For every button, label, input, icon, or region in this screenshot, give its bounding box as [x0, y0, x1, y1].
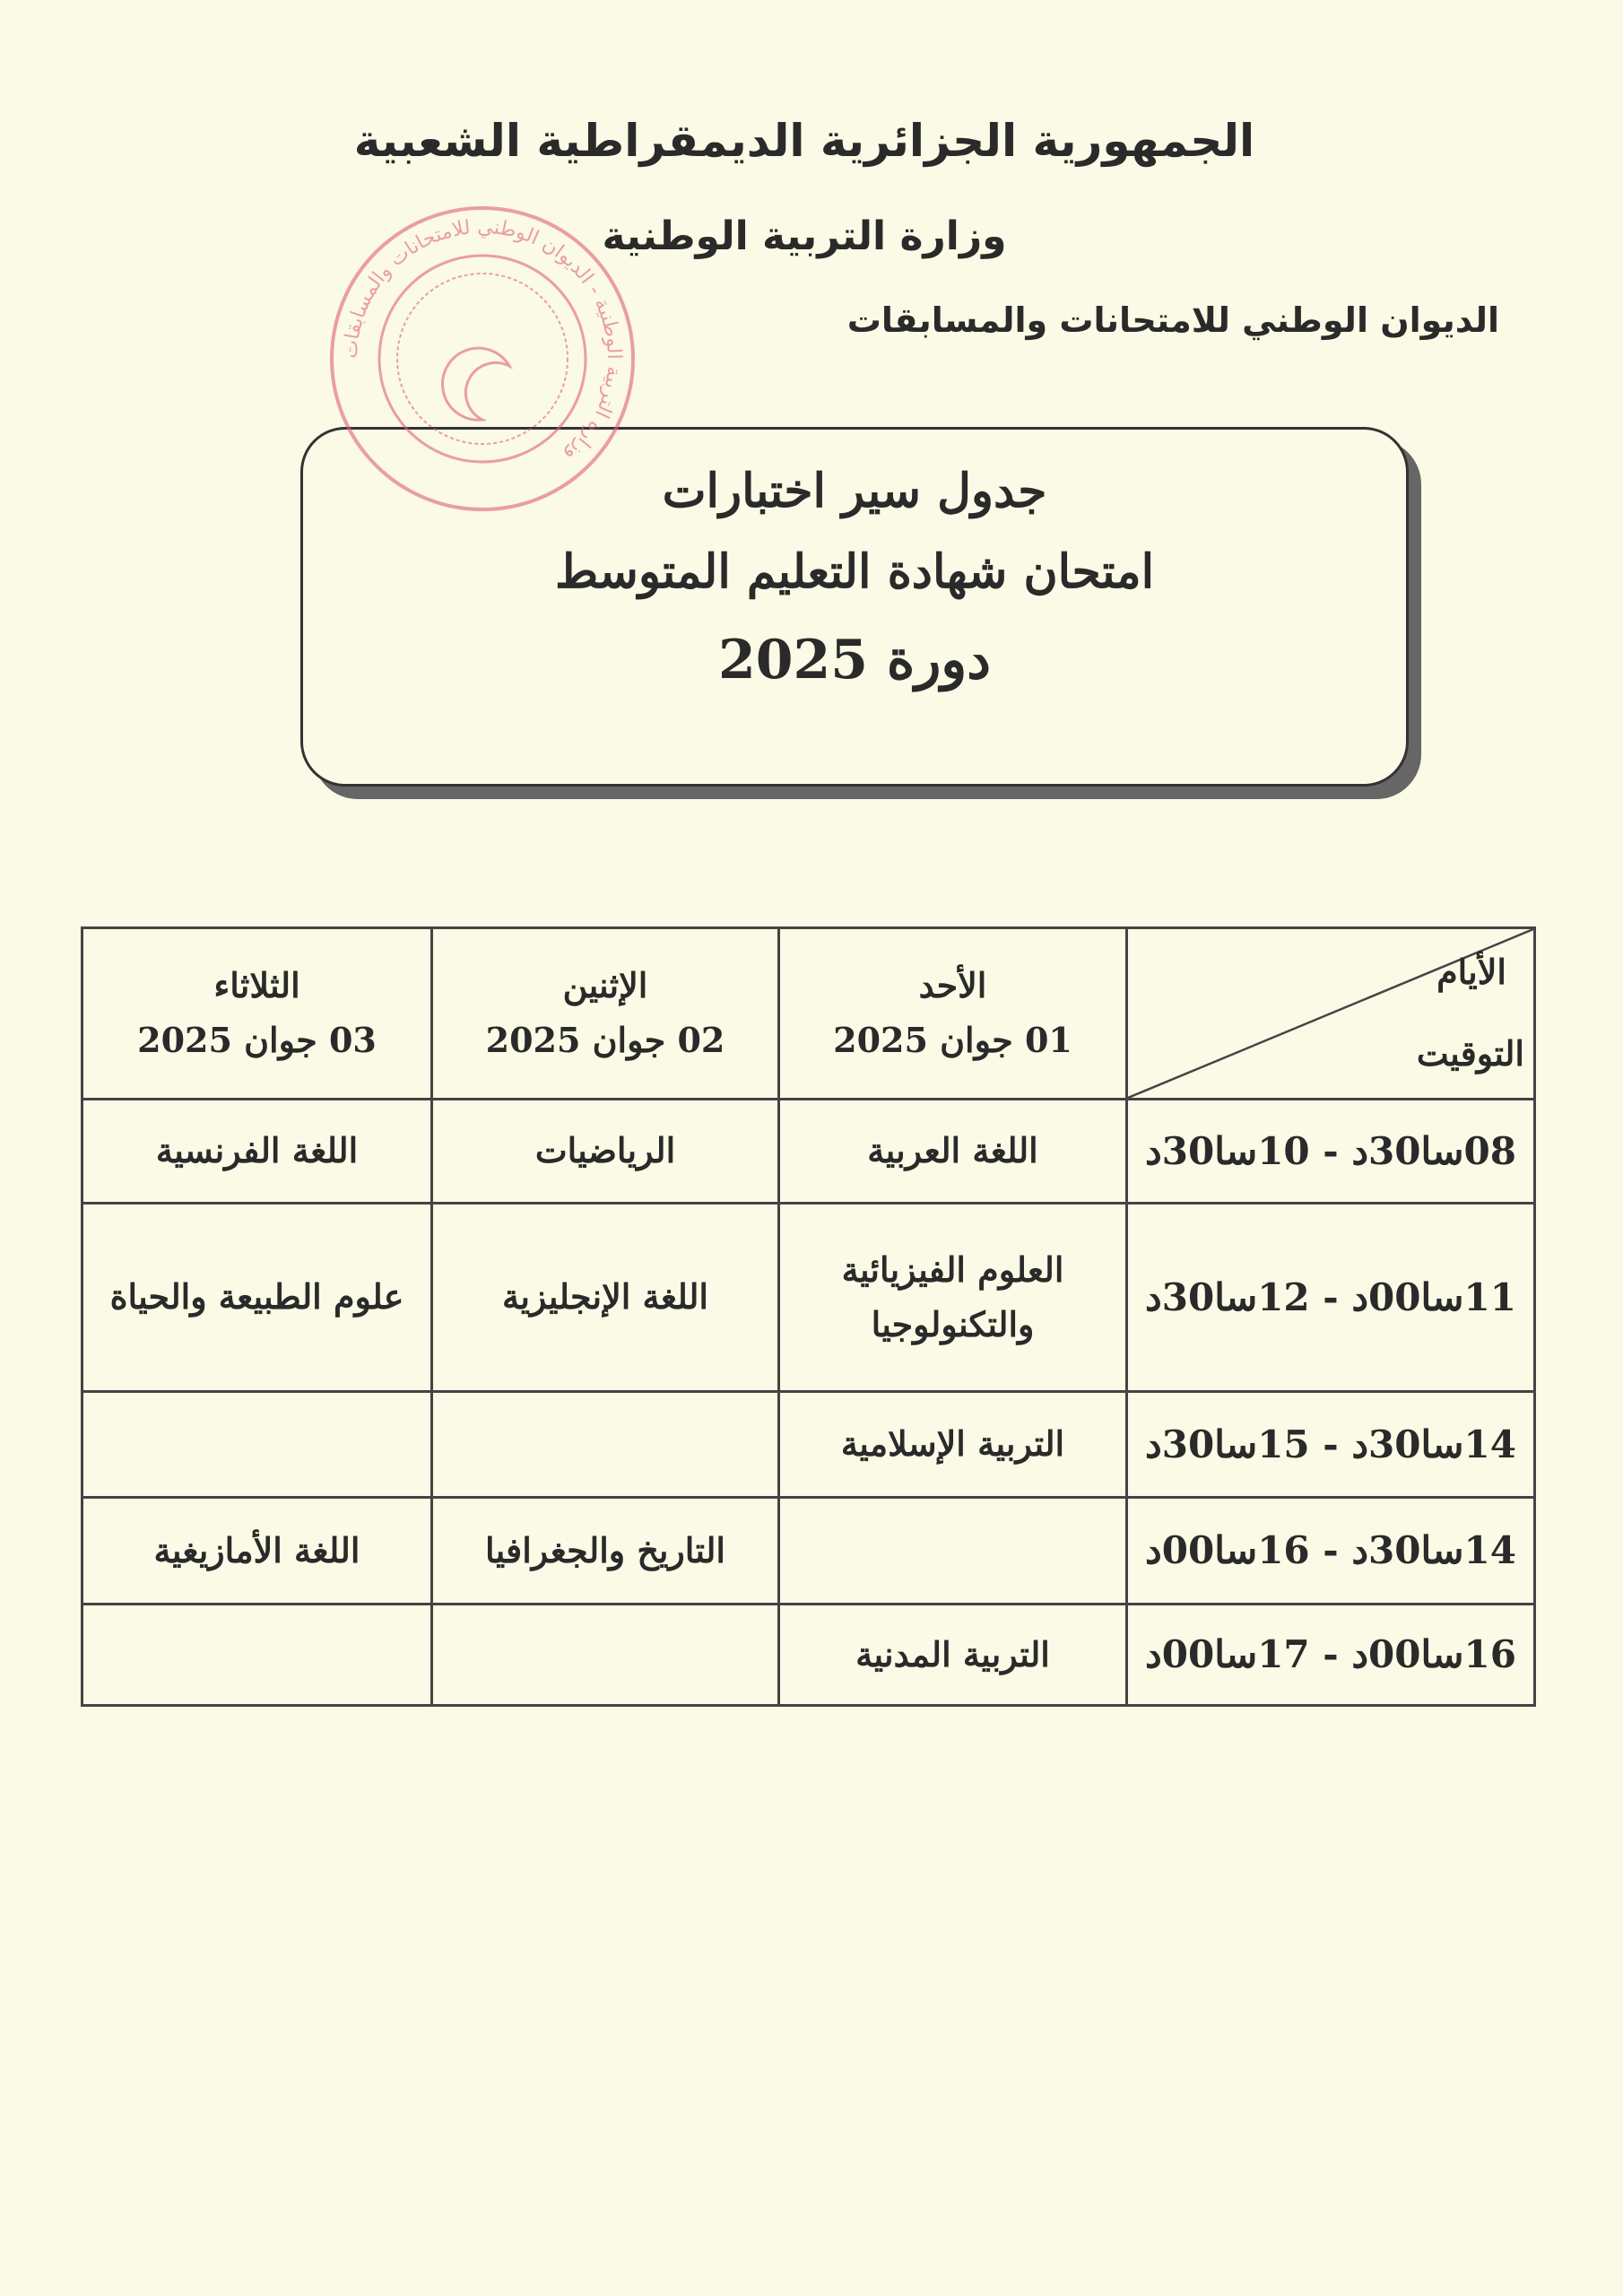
day-name: الثلاثاء [213, 965, 300, 1006]
subject-cell: التربية المدنية [779, 1605, 1127, 1706]
day-date: 01 جوان 2025 [833, 1020, 1072, 1060]
day-name: الإثنين [562, 965, 648, 1006]
republic-heading: الجمهورية الجزائرية الديمقراطية الشعبية [353, 115, 1255, 167]
day-header [432, 928, 779, 1100]
time-cell: 14سا30د - 15سا30د [1127, 1392, 1535, 1498]
title-line-2: امتحان شهادة التعليم المتوسط [554, 544, 1155, 599]
table-row [82, 1498, 1535, 1605]
table-row [82, 1204, 1535, 1392]
office-heading: الديوان الوطني للامتحانات والمسابقات [846, 300, 1499, 340]
stamp-text: وزارة التربية الوطنية - الديوان الوطني للامتحانات والمسابقات [339, 215, 626, 467]
subject-cell [432, 1392, 779, 1498]
exam-schedule-table [81, 926, 1536, 1707]
subject-cell: اللغة الأمازيغية [82, 1498, 432, 1605]
table-header-row [82, 928, 1535, 1100]
title-box [300, 427, 1409, 787]
day-date: 02 جوان 2025 [485, 1020, 725, 1060]
table-row [82, 1605, 1535, 1706]
day-date: 03 جوان 2025 [137, 1020, 377, 1060]
day-name: الأحد [918, 965, 987, 1006]
subject-cell: اللغة العربية [779, 1100, 1127, 1204]
subject-cell: التاريخ والجغرافيا [432, 1498, 779, 1605]
time-cell: 11سا00د - 12سا30د [1127, 1204, 1535, 1392]
subject-cell: التربية الإسلامية [779, 1392, 1127, 1498]
corner-cell [1127, 928, 1535, 1100]
subject-cell: علوم الطبيعة والحياة [82, 1204, 432, 1392]
day-header [82, 928, 432, 1100]
subject-cell [82, 1392, 432, 1498]
title-line-3: دورة 2025 [718, 629, 991, 691]
day-header [779, 928, 1127, 1100]
corner-time-label: التوقيت [1416, 1033, 1524, 1074]
table-row [82, 1100, 1535, 1204]
subject-cell: اللغة الفرنسية [82, 1100, 432, 1204]
time-cell: 16سا00د - 17سا00د [1127, 1605, 1535, 1706]
table-row [82, 1392, 1535, 1498]
subject-cell [779, 1498, 1127, 1605]
subject-cell [432, 1605, 779, 1706]
time-cell: 08سا30د - 10سا30د [1127, 1100, 1535, 1204]
subject-cell: العلوم الفيزيائية والتكنولوجيا [779, 1204, 1127, 1392]
ministry-heading: وزارة التربية الوطنية [602, 213, 1007, 259]
time-cell: 14سا30د - 16سا00د [1127, 1498, 1535, 1605]
corner-days-label: الأيام [1436, 952, 1506, 992]
title-line-1: جدول سير اختبارات [662, 464, 1047, 518]
subject-cell: الرياضيات [432, 1100, 779, 1204]
subject-cell [82, 1605, 432, 1706]
subject-cell: اللغة الإنجليزية [432, 1204, 779, 1392]
